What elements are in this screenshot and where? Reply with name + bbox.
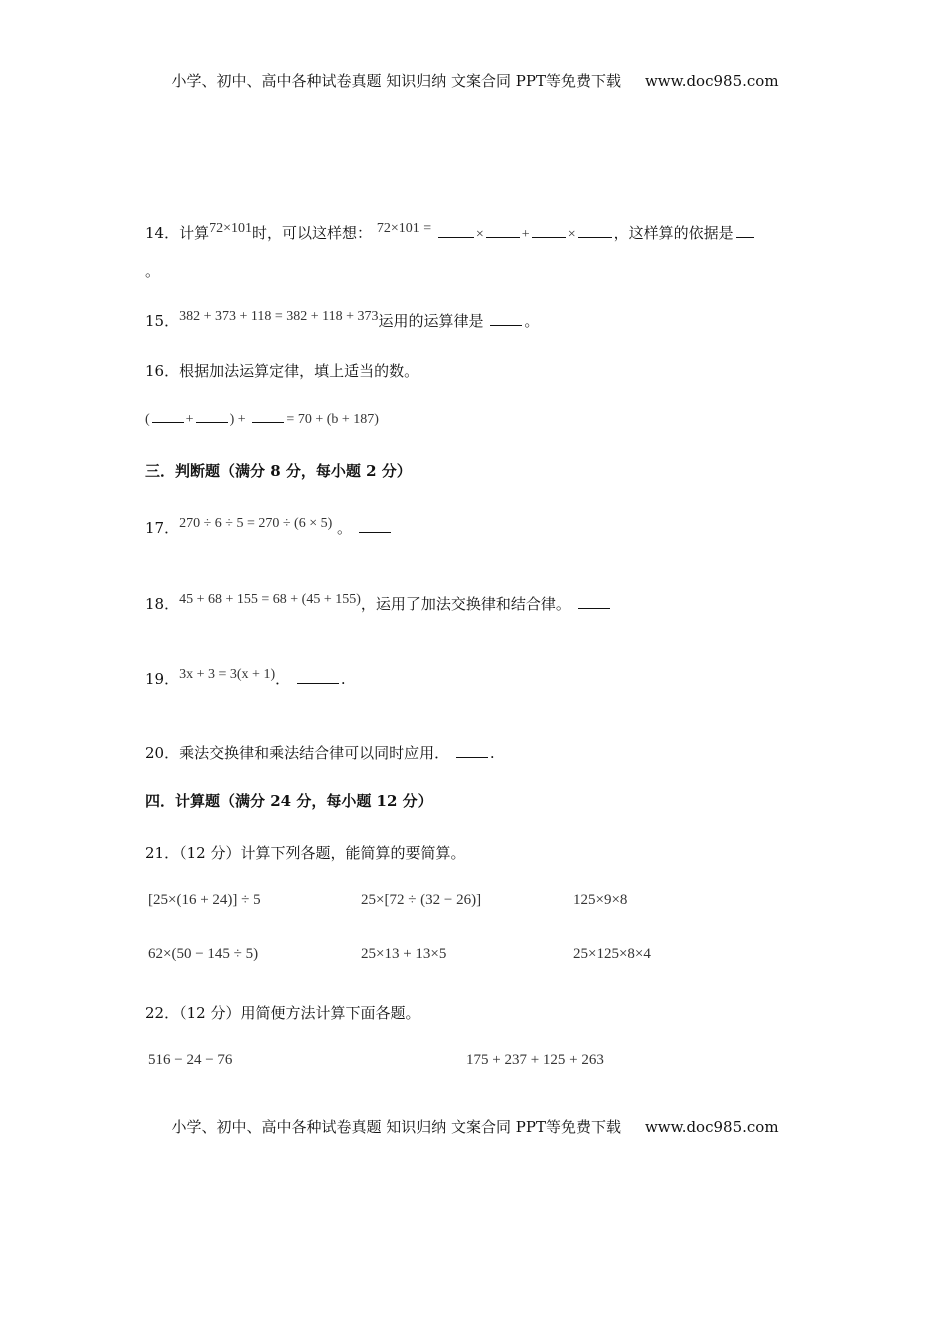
question-15 [145,310,539,331]
q20-end: . [489,744,495,762]
answer-blank[interactable] [736,225,754,238]
q22-expression: 175 + 237 + 125 + 263 [466,1052,604,1068]
question-21 [145,842,465,863]
answer-blank[interactable] [578,596,610,609]
question-number: 17． [145,519,180,537]
answer-blank[interactable] [578,225,612,238]
answer-blank[interactable] [532,225,566,238]
page-header [0,70,950,91]
q18-expression: 45 + 68 + 155 = 68 + (45 + 155) [179,592,361,607]
question-number: 21． [145,844,180,862]
question-number: 16． [145,362,180,380]
q20-text: 乘法交换律和乘法结合律可以同时应用． [179,744,450,762]
q14-expression2: 72×101 = [376,221,432,236]
header-text: 小学、初中、高中各种试卷真题 知识归纳 文案合同 PPT等免费下载 [171,72,621,90]
answer-blank[interactable] [490,313,522,326]
question-14 [145,222,756,243]
answer-blank[interactable] [152,410,184,423]
question-number: 22． [145,1004,180,1022]
q19-separator: ． [275,670,291,688]
section-4-title: 四．计算题（满分 24 分，每小题 12 分） [145,792,433,810]
question-16 [145,360,419,381]
q15-text: 运用的运算律是 [378,312,484,330]
answer-blank[interactable] [456,745,488,758]
left-paren: ( [145,412,150,427]
question-number: 14． [145,224,180,242]
question-20 [145,742,495,763]
q21-text: （12 分）计算下列各题，能简算的要简算。 [179,844,466,862]
question-number: 20． [145,744,180,762]
q14-text: 计算 [179,224,210,242]
answer-blank[interactable] [359,520,391,533]
q14-end: 。 [145,262,161,280]
q22-text: （12 分）用简便方法计算下面各题。 [179,1004,421,1022]
question-18 [145,593,612,614]
q17-expression: 270 ÷ 6 ÷ 5 = 270 ÷ (6 × 5) [179,516,333,531]
header-url: www.doc985.com [644,72,779,90]
q17-end: 。 [337,519,353,537]
q18-text: ，运用了加法交换律和结合律。 [360,595,571,613]
q16-text: 根据加法运算定律，填上适当的数。 [179,362,420,380]
times-sign: × [475,227,484,242]
q22-expression: 516 − 24 − 76 [148,1052,233,1068]
q16-rhs: = 70 + (b + 187) [286,412,379,427]
q15-expression: 382 + 373 + 118 = 382 + 118 + 373 [179,309,379,324]
page-footer [0,1116,950,1137]
q19-end: . [340,670,346,688]
question-19 [145,668,346,689]
q21-expression: 125×9×8 [573,892,628,908]
q21-expression: 25×125×8×4 [573,946,651,962]
answer-blank[interactable] [486,225,520,238]
footer-url: www.doc985.com [644,1118,779,1136]
q14-expression: 72×101 [209,221,253,236]
q14-text2: 时，可以这样想： [252,224,373,242]
q21-expression: 25×13 + 13×5 [361,946,447,962]
plus-sign: + [185,412,194,427]
question-number: 15． [145,312,180,330]
q21-expression: 25×[72 ÷ (32 − 26)] [361,892,482,908]
times-sign: × [567,227,576,242]
q16-equation [145,409,379,428]
question-22 [145,1002,420,1023]
question-number: 18． [145,595,180,613]
q15-end: 。 [524,312,540,330]
q21-expression: [25×(16 + 24)] ÷ 5 [148,892,261,908]
answer-blank[interactable] [438,225,474,238]
question-number: 19． [145,670,180,688]
question-17 [145,517,393,538]
q21-expression: 62×(50 − 145 ÷ 5) [148,946,259,962]
answer-blank[interactable] [196,410,228,423]
q14-text3: ，这样算的依据是 [613,224,734,242]
q19-expression: 3x + 3 = 3(x + 1) [179,667,276,682]
footer-text: 小学、初中、高中各种试卷真题 知识归纳 文案合同 PPT等免费下载 [171,1118,621,1136]
right-paren-plus: ) + [229,412,246,427]
plus-sign: + [521,227,530,242]
answer-blank[interactable] [297,671,339,684]
section-3-title: 三．判断题（满分 8 分，每小题 2 分） [145,462,412,480]
answer-blank[interactable] [252,410,284,423]
